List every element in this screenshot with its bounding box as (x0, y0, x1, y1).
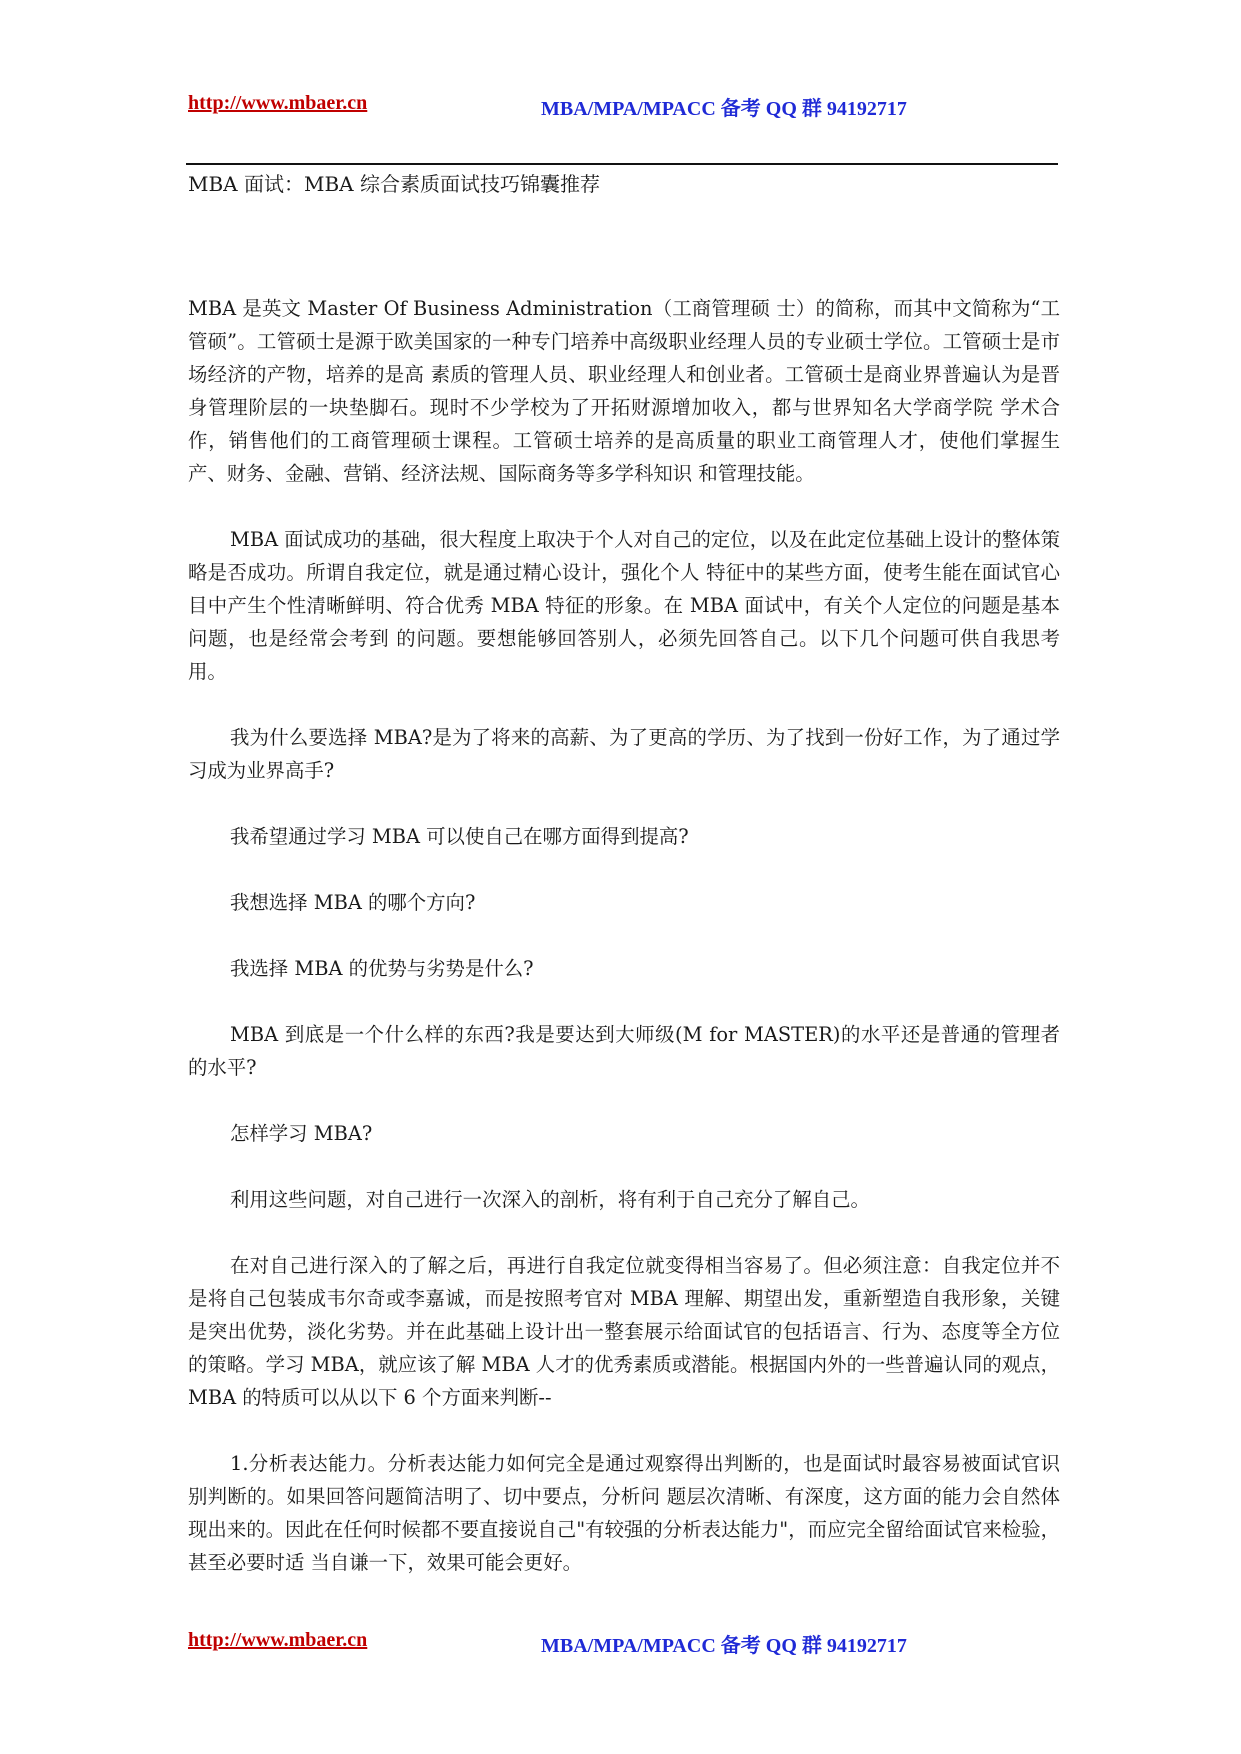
paragraph: 我为什么要选择 MBA?是为了将来的高薪、为了更高的学历、为了找到一份好工作，为了通过学习成为业界高手? (188, 726, 1060, 782)
paragraph: 怎样学习 MBA? (230, 1122, 373, 1145)
paragraph: 我选择 MBA 的优势与劣势是什么? (230, 957, 534, 980)
header-rule (186, 163, 1058, 165)
paragraph: MBA 到底是一个什么样的东西?我是要达到大师级(M for MASTER)的水平还是普通的管理者的水平? (188, 1023, 1060, 1079)
paragraph: MBA 是英文 Master Of Business Administration（工商管理硕 士）的简称，而其中文简称为“工管硕”。工管硕士是源于欧美国家的一种专门培养中高级职业经理人员的专业硕士学位。工管硕士是市场经济的产物，培养的是高 素质的管理人员、职业经理人和创业者。工管硕士是商业界普遍认为是晋身管理阶层的一块垫脚石。现时不少学校为了开拓财源增加收入，都与世界知名大学商学院 学术合作，销售他们的工商管理硕士课程。工管硕士培养的是高质量的职业工商管理人才，使他们掌握生产、财务、金融、营销、经济法规、国际商务等多学科知识 和管理技能。 (188, 297, 1060, 485)
paragraph: 在对自己进行深入的了解之后，再进行自我定位就变得相当容易了。但必须注意：自我定位并不是将自己包装成韦尔奇或李嘉诚，而是按照考官对 MBA 理解、期望出发，重新塑造自我形象，关键是突出优势，淡化劣势。并在此基础上设计出一整套展示给面试官的包括语言、行为、态度等全方位的策略。学习 MBA，就应该了解 MBA 人才的优秀素质或潜能。根据国内外的一些普遍认同的观点，MBA 的特质可以从以下 6 个方面来判断-- (188, 1254, 1060, 1409)
paragraph: 1.分析表达能力。分析表达能力如何完全是通过观察得出判断的，也是面试时最容易被面试官识别判断的。如果回答问题简洁明了、切中要点，分析问 题层次清晰、有深度，这方面的能力会自然体现出来的。因此在任何时候都不要直接说自己"有较强的分析表达能力"，而应完全留给面试官来检验，甚至必要时适 当自谦一下，效果可能会更好。 (188, 1452, 1060, 1574)
article-title: MBA 面试：MBA 综合素质面试技巧锦囊推荐 (188, 172, 600, 196)
footer-website-link[interactable]: http://www.mbaer.cn (188, 1629, 368, 1651)
paragraph: 利用这些问题，对自己进行一次深入的剖析，将有利于自己充分了解自己。 (230, 1188, 870, 1211)
page-footer (188, 1629, 1068, 1659)
article-body (188, 292, 1060, 1612)
paragraph: 我想选择 MBA 的哪个方向? (230, 891, 476, 914)
paragraph: 我希望通过学习 MBA 可以使自己在哪方面得到提高? (230, 825, 689, 848)
paragraph: MBA 面试成功的基础，很大程度上取决于个人对自己的定位，以及在此定位基础上设计的整体策略是否成功。所谓自我定位，就是通过精心设计，强化个人 特征中的某些方面，使考生能在面试官心目中产生个性清晰鲜明、符合优秀 MBA 特征的形象。在 MBA 面试中，有关个人定位的问题是基本问题，也是经常会考到 的问题。要想能够回答别人，必须先回答自己。以下几个问题可供自我思考用。 (188, 528, 1060, 683)
header-qq-group: MBA/MPA/MPACC 备考 QQ 群 94192717 (541, 98, 907, 120)
page-header (188, 92, 1068, 122)
header-website-link[interactable]: http://www.mbaer.cn (188, 92, 368, 114)
footer-qq-group: MBA/MPA/MPACC 备考 QQ 群 94192717 (541, 1635, 907, 1657)
